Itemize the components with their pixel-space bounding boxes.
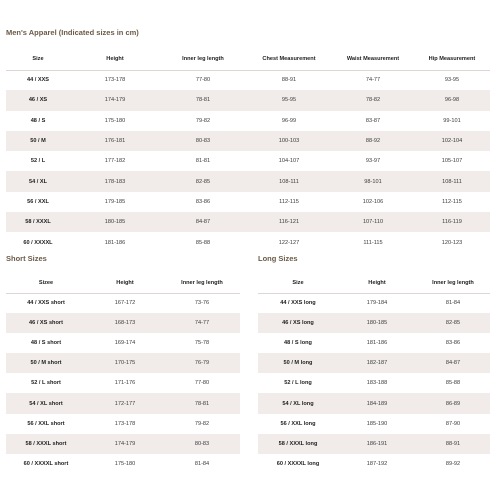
height-cell: 169-174: [114, 340, 136, 347]
height-cell: 171-176: [114, 380, 136, 387]
table-row: [6, 393, 240, 413]
waist-cell: 74-77: [365, 77, 381, 84]
mens-size-table: [6, 49, 490, 253]
size-cell: 58 / XXXL long: [258, 434, 338, 454]
chest-cell: 122-127: [278, 239, 300, 246]
waist-cell: 93-97: [365, 158, 381, 165]
inner-leg-cell: 79-82: [195, 117, 211, 124]
inner-leg-cell: 78-81: [164, 393, 240, 413]
table-row: [6, 353, 240, 373]
table-row: [258, 373, 490, 393]
chest-cell: 108-111: [246, 171, 332, 191]
size-cell: 48 / S long: [284, 340, 312, 347]
long-sizes-title: Long Sizes: [258, 254, 298, 263]
short-sizes-title: Short Sizes: [6, 254, 47, 263]
waist-cell: 88-92: [332, 131, 414, 151]
height-cell: 177-182: [104, 158, 126, 165]
table-row: [6, 293, 240, 313]
waist-cell: 98-101: [332, 171, 414, 191]
height-cell: 174-179: [86, 434, 164, 454]
size-cell: 56 / XXL long: [280, 420, 316, 427]
size-cell: 48 / S short: [30, 340, 62, 347]
size-cell: 58 / XXXL short: [6, 434, 86, 454]
size-cell: 54 / XL: [6, 171, 70, 191]
mens-apparel-title: Men's Apparel (Indicated sizes in cm): [6, 28, 139, 37]
table-row: [6, 90, 490, 110]
hip-cell: 93-95: [444, 77, 460, 84]
col-header-size: Size: [258, 273, 338, 293]
table-row: [258, 393, 490, 413]
inner-leg-cell: 89-92: [445, 460, 461, 467]
waist-cell: 111-115: [363, 239, 383, 246]
hip-cell: 108-111: [414, 171, 490, 191]
hip-cell: 105-107: [441, 158, 463, 165]
inner-leg-cell: 83-86: [195, 198, 211, 205]
col-header-waist: Waist Measurement: [332, 49, 414, 70]
inner-leg-cell: 82-85: [160, 171, 246, 191]
height-cell: 186-191: [338, 434, 416, 454]
height-cell: 167-172: [114, 300, 136, 307]
size-cell: 56 / XXL: [27, 198, 49, 205]
height-cell: 182-187: [338, 353, 416, 373]
inner-leg-cell: 87-90: [445, 420, 461, 427]
hip-cell: 116-119: [414, 212, 490, 232]
inner-leg-cell: 75-78: [194, 340, 210, 347]
table-row: [258, 414, 490, 434]
size-cell: 60 / XXXXL short: [23, 460, 69, 467]
waist-cell: 107-110: [332, 212, 414, 232]
col-header-hip: Hip Measurement: [414, 49, 490, 70]
waist-cell: 102-106: [362, 198, 384, 205]
table-row: [258, 313, 490, 333]
long-size-table: [258, 273, 490, 474]
chest-cell: 116-121: [246, 212, 332, 232]
size-cell: 44 / XXS long: [280, 300, 316, 307]
inner-leg-cell: 78-81: [160, 90, 246, 110]
col-header-inner-leg: Inner leg length: [164, 273, 240, 293]
hip-cell: 99-101: [443, 117, 461, 124]
col-header-size: Size: [6, 49, 70, 70]
col-header-height: Height: [70, 49, 160, 70]
inner-leg-cell: 81-81: [195, 158, 211, 165]
size-cell: 44 / XXS: [26, 77, 50, 84]
table-row: [258, 434, 490, 454]
size-cell: 46 / XS long: [258, 313, 338, 333]
height-cell: 179-185: [104, 198, 126, 205]
chest-cell: 88-91: [281, 77, 297, 84]
table-row: [6, 111, 490, 131]
inner-leg-cell: 88-91: [416, 434, 490, 454]
size-cell: 60 / XXXXL long: [276, 460, 320, 467]
inner-leg-cell: 83-86: [445, 340, 461, 347]
height-cell: 168-173: [86, 313, 164, 333]
height-cell: 184-189: [338, 393, 416, 413]
table-row: [258, 333, 490, 353]
height-cell: 176-181: [70, 131, 160, 151]
table-row: [6, 434, 240, 454]
short-size-table: [6, 273, 240, 474]
height-cell: 187-192: [366, 460, 388, 467]
table-row: [6, 232, 490, 252]
size-cell: 50 / M short: [6, 353, 86, 373]
height-cell: 181-186: [104, 239, 126, 246]
hip-cell: 102-104: [414, 131, 490, 151]
size-cell: 58 / XXXL: [6, 212, 70, 232]
inner-leg-cell: 80-83: [160, 131, 246, 151]
table-row: [258, 293, 490, 313]
table-row: [6, 454, 240, 474]
chest-cell: 100-103: [246, 131, 332, 151]
size-cell: 52 / L short: [31, 380, 61, 387]
hip-cell: 120-123: [441, 239, 463, 246]
hip-cell: 112-115: [442, 198, 462, 205]
inner-leg-cell: 81-84: [194, 460, 210, 467]
size-cell: 50 / M: [6, 131, 70, 151]
inner-leg-cell: 85-88: [195, 239, 211, 246]
height-cell: 178-183: [70, 171, 160, 191]
inner-leg-cell: 77-80: [195, 77, 211, 84]
waist-cell: 78-82: [332, 90, 414, 110]
table-row: [258, 454, 490, 474]
col-header-size: Sizee: [6, 273, 86, 293]
table-row: [6, 373, 240, 393]
table-row: [6, 333, 240, 353]
table-row: [6, 313, 240, 333]
table-row: [6, 70, 490, 90]
table-row: [6, 171, 490, 191]
height-cell: 175-180: [114, 460, 136, 467]
table-row: [6, 212, 490, 232]
size-cell: 48 / S: [30, 117, 46, 124]
height-cell: 175-180: [104, 117, 126, 124]
height-cell: 173-178: [104, 77, 126, 84]
inner-leg-cell: 73-76: [194, 300, 210, 307]
height-cell: 185-190: [366, 420, 388, 427]
size-cell: 52 / L: [30, 158, 46, 165]
col-header-height: Height: [86, 273, 164, 293]
col-header-inner-leg: Inner leg length: [160, 49, 246, 70]
table-row: [6, 151, 490, 171]
size-cell: 54 / XL short: [6, 393, 86, 413]
chest-cell: 95-95: [246, 90, 332, 110]
height-cell: 173-178: [114, 420, 136, 427]
size-cell: 54 / XL long: [258, 393, 338, 413]
chest-cell: 112-115: [279, 198, 299, 205]
size-cell: 56 / XXL short: [27, 420, 65, 427]
size-cell: 60 / XXXXL: [23, 239, 53, 246]
height-cell: 183-188: [366, 380, 388, 387]
height-cell: 180-185: [338, 313, 416, 333]
inner-leg-cell: 79-82: [194, 420, 210, 427]
size-cell: 46 / XS: [6, 90, 70, 110]
inner-leg-cell: 82-85: [416, 313, 490, 333]
height-cell: 181-186: [366, 340, 388, 347]
table-row: [6, 192, 490, 212]
col-header-height: Height: [338, 273, 416, 293]
height-cell: 180-185: [70, 212, 160, 232]
inner-leg-cell: 84-87: [416, 353, 490, 373]
table-row: [6, 414, 240, 434]
col-header-chest: Chest Measurement: [246, 49, 332, 70]
height-cell: 179-184: [366, 300, 388, 307]
inner-leg-cell: 81-84: [445, 300, 461, 307]
inner-leg-cell: 76-79: [164, 353, 240, 373]
inner-leg-cell: 80-83: [164, 434, 240, 454]
table-row: [6, 131, 490, 151]
inner-leg-cell: 86-89: [416, 393, 490, 413]
height-cell: 172-177: [86, 393, 164, 413]
chest-cell: 104-107: [278, 158, 300, 165]
hip-cell: 96-98: [414, 90, 490, 110]
table-row: [258, 353, 490, 373]
inner-leg-cell: 77-80: [194, 380, 210, 387]
size-cell: 52 / L long: [284, 380, 312, 387]
inner-leg-cell: 74-77: [164, 313, 240, 333]
size-cell: 44 / XXS short: [27, 300, 65, 307]
col-header-inner-leg: Inner leg length: [416, 273, 490, 293]
size-cell: 50 / M long: [258, 353, 338, 373]
height-cell: 174-179: [70, 90, 160, 110]
inner-leg-cell: 85-88: [445, 380, 461, 387]
inner-leg-cell: 84-87: [160, 212, 246, 232]
chest-cell: 96-99: [281, 117, 297, 124]
waist-cell: 83-87: [365, 117, 381, 124]
height-cell: 170-175: [86, 353, 164, 373]
size-cell: 46 / XS short: [6, 313, 86, 333]
